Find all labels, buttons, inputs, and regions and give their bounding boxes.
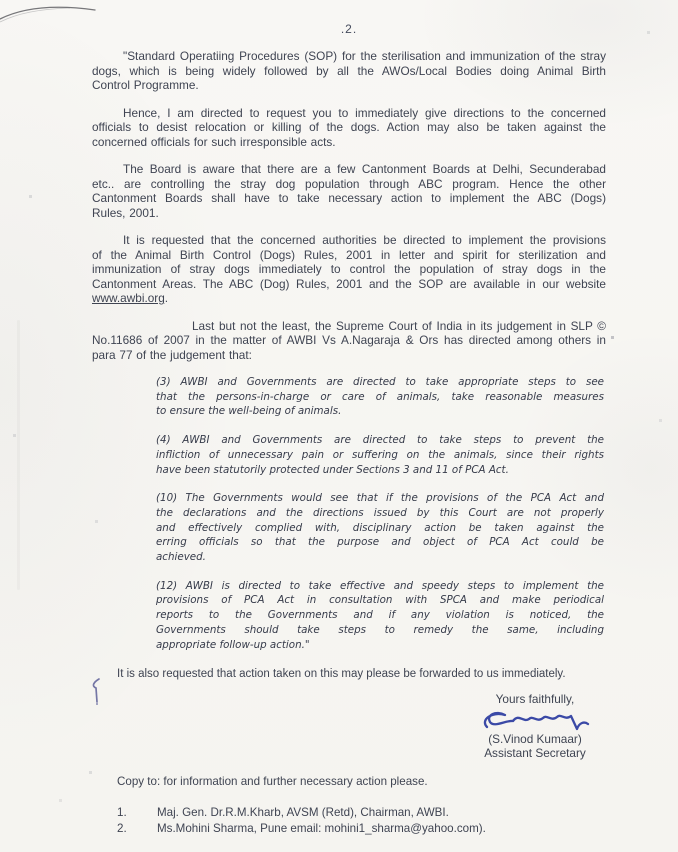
text-line: and effectively complied with, disciplinary action be taken against the	[156, 521, 604, 534]
copy-to-item-number: 2.	[117, 822, 127, 836]
website-line	[92, 291, 606, 306]
closing-request-line: It is also requested that action taken on this may please be forwarded to us immediately.	[117, 668, 566, 681]
scan-streak	[17, 320, 20, 590]
signature-block	[450, 692, 620, 760]
quote-para-12	[156, 579, 604, 653]
text-line: Governments should take steps to remedy the same, including	[156, 623, 604, 636]
text-line: that the persons-in-charge or care of animals, take reasonable measures	[156, 390, 604, 403]
text-line: of the Animal Birth Control (Dogs) Rules, 2001 in letter and spirit for sterilization and	[92, 247, 606, 262]
copy-to-item	[117, 805, 606, 821]
paragraph-supreme-court	[92, 319, 606, 363]
text-line: (3) AWBI and Governments are directed to take appropriate steps to see	[156, 376, 604, 388]
paragraph-requested	[92, 233, 606, 306]
text-line: Rules, 2001.	[92, 205, 159, 220]
text-line: reports to the Governments and if any violation is noticed, the	[156, 609, 604, 622]
text-line: The Board is aware that there are a few Cantonment Boards at Delhi, Secunderabad	[123, 162, 606, 176]
text-line: (10) The Governments would see that if the provisions of the PCA Act and	[156, 492, 604, 505]
text-line: infliction of unnecessary pain or suffering on the animals, since their rights	[156, 448, 604, 461]
website-link-period: .	[164, 291, 169, 305]
text-line: (12) AWBI is directed to take effective and speedy steps to implement the	[156, 579, 604, 592]
text-line: the declarations and the directions issued by this Court are not properly	[156, 506, 604, 519]
text-line: (4) AWBI and Governments are directed to take steps to prevent the	[156, 434, 604, 447]
page-number: .2.	[340, 22, 358, 36]
text-line: "Standard Operatiing Procedures (SOP) for the sterilisation and immunization of the stray	[123, 49, 606, 63]
text-line: dogs, which is being widely followed by all the AWOs/Local Bodies doing Animal Birth	[92, 63, 606, 78]
text-line: Cantonment Boards shall have to take necessary action to implement the ABC (Dogs)	[92, 191, 606, 205]
text-line: etc.. are controlling the stray dog population through ABC program. Hence the other	[92, 176, 606, 191]
website-link: www.awbi.org	[92, 291, 165, 305]
signatory-name: (S.Vinod Kumaar)	[488, 732, 582, 747]
text-line: achieved.	[156, 551, 206, 564]
text-line: No.11686 of 2007 in the matter of AWBI Vs A.Nagaraja & Ors has directed among others in	[92, 333, 606, 347]
text-line: It is requested that the concerned authorities be directed to implement the provisions	[123, 233, 606, 247]
text-line: Control Programme.	[92, 78, 199, 92]
text-line: have been statutorily protected under Sections 3 and 11 of PCA Act.	[156, 463, 509, 476]
text-line: erring officials so that the purpose and object of PCA Act could be	[156, 536, 604, 549]
paragraph-sop	[92, 49, 606, 93]
copy-to-heading: Copy to: for information and further necessary action please.	[117, 775, 428, 789]
text-line: Cantonment Areas. The ABC (Dog) Rules, 2001 and the SOP are available in our website	[92, 276, 606, 291]
paper-speckles	[0, 0, 1, 1]
signature-scribble	[479, 708, 591, 734]
signatory-role: Assistant Secretary	[484, 746, 586, 761]
paragraph-hence	[92, 106, 606, 150]
text-line: Hence, I am directed to request you to immediately give directions to the concerned	[123, 105, 606, 120]
text-line: Last but not the least, the Supreme Court of India in its judgement in SLP ©	[192, 318, 606, 333]
text-line: concerned officials for such irresponsible acts.	[92, 134, 336, 149]
text-line: to ensure the well-being of animals.	[156, 405, 342, 418]
copy-to-item-text: Maj. Gen. Dr.R.M.Kharb, AVSM (Retd), Chairman, AWBI.	[157, 806, 449, 820]
copy-to-item	[117, 821, 606, 837]
copy-to-item-number: 1.	[117, 806, 127, 820]
copy-to-list	[117, 805, 606, 837]
paragraph-board	[92, 162, 606, 220]
text-line: officials to desist relocation or killing of the dogs. Action may also be taken against the	[92, 120, 606, 134]
quote-para-3	[156, 375, 604, 419]
text-line: appropriate follow-up action."	[156, 638, 310, 651]
paragraph-requested-lines	[92, 233, 606, 291]
text-line: provisions of PCA Act in consultation with SPCA and make periodical	[156, 594, 604, 607]
quote-para-10	[156, 491, 604, 565]
judgement-quotes	[156, 375, 604, 652]
copy-to-item-text: Ms.Mohini Sharma, Pune email: mohini1_sharma@yahoo.com).	[157, 822, 486, 836]
text-line: immunization of stray dogs immediately to control the population of stray dogs in the	[92, 262, 606, 276]
valediction: Yours faithfully,	[495, 692, 575, 707]
text-line: para 77 of the judgement that:	[92, 347, 252, 362]
letter-content	[92, 22, 606, 837]
quote-para-4	[156, 433, 604, 477]
